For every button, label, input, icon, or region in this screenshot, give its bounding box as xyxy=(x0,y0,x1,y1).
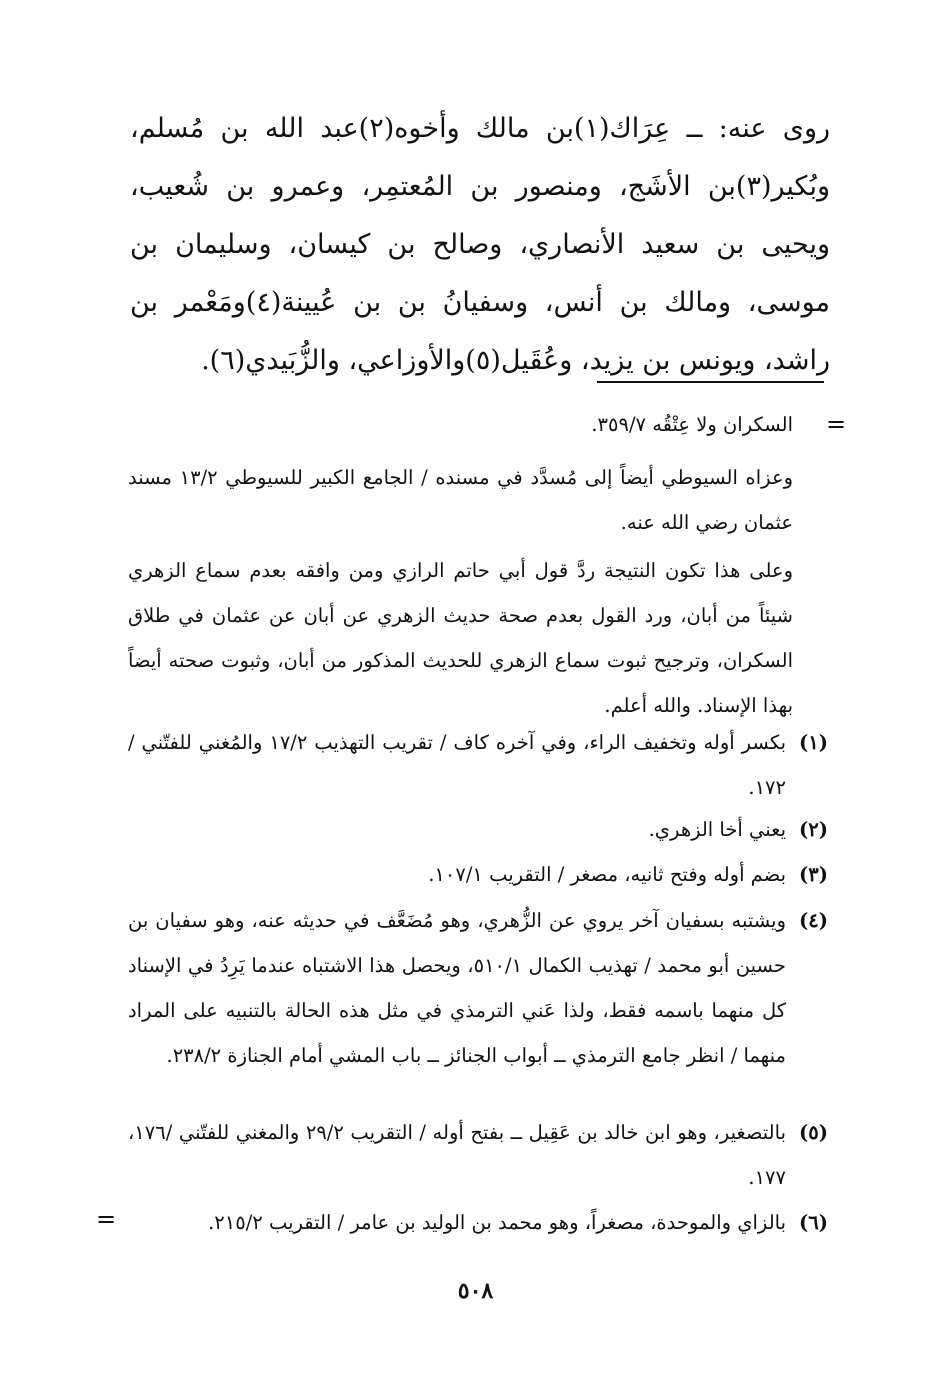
footnote-number: (٣) xyxy=(799,863,828,886)
page-number: ٥٠٨ xyxy=(457,1278,494,1304)
footnote-separator xyxy=(597,381,824,383)
continuation-mark: = xyxy=(826,410,847,438)
footnote-text: ويشتبه بسفيان آخر يروي عن الزُّهري، وهو مُضَعَّف في حديثه عنه، وهو سفيان بن حسين أبو محمد / تهذيب الكمال ٥١٠/١، ويحصل هذا الاشتباه عندما يَرِدُ في الإسناد كل منهما باسمه فقط، ولذا عَني الترمذي في مثل هذه الحالة بالتنبيه على المراد منهما / انظر جامع الترمذي ــ أبواب الجنائز ــ باب المشي أمام الجنازة ٢٣٨/٢. xyxy=(128,909,786,1067)
footnote-number: (٥) xyxy=(799,1121,828,1144)
footnote-continued-3: وعلى هذا تكون النتيجة ردَّ قول أبي حاتم الرازي ومن وافقه بعدم سماع الزهري شيئاً من أبان، ورد القول بعدم صحة حديث الزهري عن أبان عن عثمان في طلاق السكران، وترجيح ثبوت سماع الزهري للحديث المذكور من أبان، وثبوت صحته أيضاً بهذا الإسناد. والله أعلم. xyxy=(128,559,793,717)
footnote-text: بالزاي والموحدة، مصغراً، وهو محمد بن الوليد بن عامر / التقريب ٢١٥/٢. xyxy=(208,1211,786,1234)
footnote-6 xyxy=(128,1200,828,1245)
continuation-mark-bottom: = xyxy=(96,1205,117,1233)
footnote-number: (٦) xyxy=(799,1211,828,1234)
footnote-text: بكسر أوله وتخفيف الراء، وفي آخره كاف / تقريب التهذيب ١٧/٢ والمُغني للفتّني / ١٧٢. xyxy=(128,731,787,799)
footnote-number: (٢) xyxy=(799,818,828,841)
main-paragraph: روى عنه: ــ عِرَاك(١)بن مالك وأخوه(٢)عبد الله بن مُسلم، وبُكير(٣)بن الأشَج، ومنصور بن المُعتمِر، وعمرو بن شُعيب، ويحيى بن سعيد الأنصاري، وصالح بن كيسان، وسليمان بن موسى، ومالك بن أنس، وسفيانُ بن بن عُيينة(٤)ومَعْمر بن راشد، ويونس بن يزيد، وعُقَيل(٥)والأوزاعي، والزُّبَيدي(٦). xyxy=(130,113,831,376)
main-text-block xyxy=(130,100,830,390)
footnote-text: بضم أوله وفتح ثانيه، مصغر / التقريب ١٠٧/١. xyxy=(428,863,786,886)
footnote-number: (١) xyxy=(799,731,828,754)
footnote-text: يعني أخا الزهري. xyxy=(648,818,786,841)
footnote-3 xyxy=(128,852,828,897)
footnote-number: (٤) xyxy=(799,909,828,932)
footnote-text: بالتصغير، وهو ابن خالد بن عَقِيل ــ بفتح أوله / التقريب ٢٩/٢ والمغني للفتّني /١٧٦، ١٧٧. xyxy=(128,1121,786,1189)
footnote-continued-2: وعزاه السيوطي أيضاً إلى مُسدَّد في مسنده / الجامع الكبير للسيوطي ١٣/٢ مسند عثمان رضي الله عنه. xyxy=(128,466,793,534)
footnote-5 xyxy=(128,1110,828,1200)
footnote-1 xyxy=(128,720,828,810)
footnote-4 xyxy=(128,898,828,1078)
footnote-2 xyxy=(128,807,828,852)
footnote-continued-1: السكران ولا عِتْقُه ٣٥٩/٧. xyxy=(591,413,793,436)
